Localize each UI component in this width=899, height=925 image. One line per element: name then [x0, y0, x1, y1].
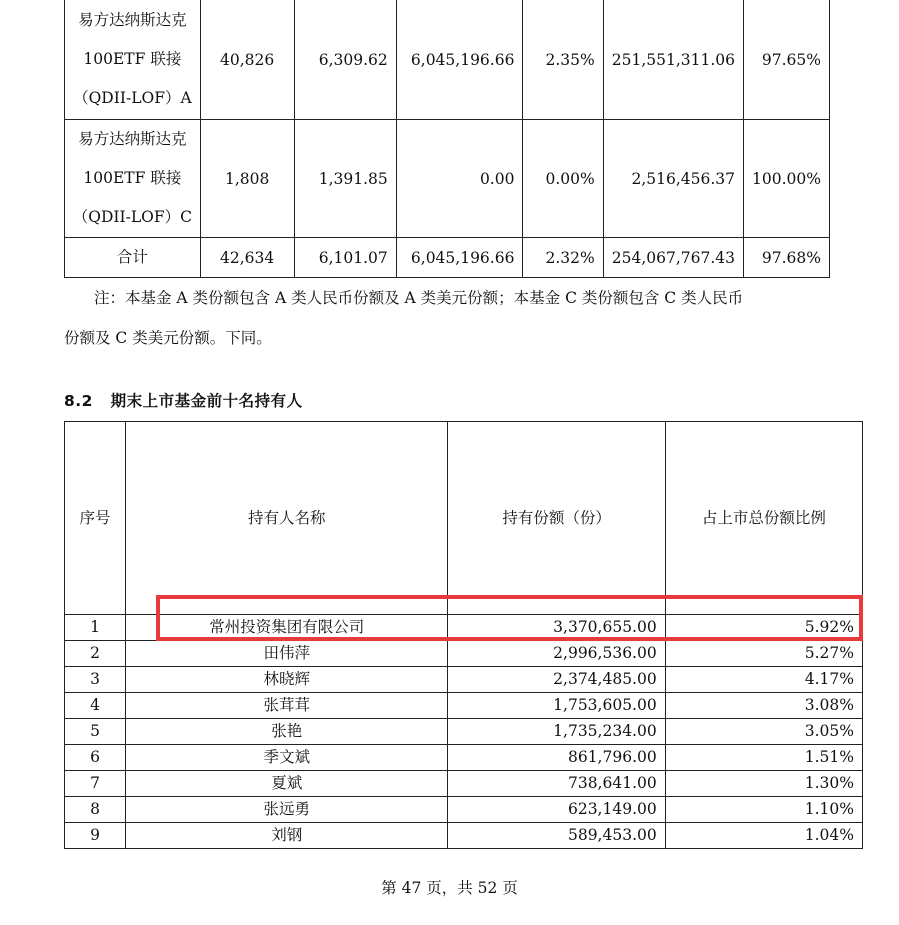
holder-name-cell: 张艳 [126, 719, 448, 745]
shares-cell: 3,370,655.00 [448, 615, 665, 641]
rank-cell: 9 [65, 823, 126, 849]
ratio-cell: 1.04% [665, 823, 862, 849]
section-heading [64, 389, 303, 411]
fund-class-name [65, 120, 201, 238]
ratio-cell: 1.30% [665, 771, 862, 797]
table-row [65, 615, 863, 641]
header-shares: 持有份额（份） [448, 422, 665, 615]
institution-ratio: 2.32% [523, 238, 603, 278]
shares-cell: 738,641.00 [448, 771, 665, 797]
holder-name-cell: 田伟萍 [126, 641, 448, 667]
name-line: （QDII-LOF）A [73, 89, 192, 107]
individual-shares: 2,516,456.37 [603, 120, 743, 238]
rank-cell: 7 [65, 771, 126, 797]
table-row [65, 0, 830, 120]
holder-name-cell: 季文斌 [126, 745, 448, 771]
total-label: 合计 [65, 238, 201, 278]
fund-class-name [65, 0, 201, 120]
table-row [65, 120, 830, 238]
name-line: 100ETF 联接 [83, 169, 182, 187]
total-row [65, 238, 830, 278]
holder-name-cell: 夏斌 [126, 771, 448, 797]
rank-cell: 5 [65, 719, 126, 745]
shares-cell: 2,374,485.00 [448, 667, 665, 693]
rank-cell: 2 [65, 641, 126, 667]
table-row [65, 797, 863, 823]
table-row [65, 771, 863, 797]
institution-ratio: 0.00% [523, 120, 603, 238]
rank-cell: 1 [65, 615, 126, 641]
holder-name-cell: 常州投资集团有限公司 [126, 615, 448, 641]
ratio-cell: 5.92% [665, 615, 862, 641]
section-title: 期末上市基金前十名持有人 [110, 392, 303, 410]
holder-count: 1,808 [200, 120, 294, 238]
individual-ratio: 100.00% [744, 120, 830, 238]
top-holders-table [64, 421, 863, 849]
holder-name-cell: 林晓辉 [126, 667, 448, 693]
ratio-cell: 3.08% [665, 693, 862, 719]
institution-shares: 6,045,196.66 [396, 238, 523, 278]
institution-shares: 6,045,196.66 [396, 0, 523, 120]
table-row [65, 745, 863, 771]
rank-cell: 3 [65, 667, 126, 693]
ratio-cell: 3.05% [665, 719, 862, 745]
table-header-row [65, 422, 863, 615]
individual-shares: 251,551,311.06 [603, 0, 743, 120]
holder-name-cell: 张远勇 [126, 797, 448, 823]
holder-count: 42,634 [200, 238, 294, 278]
section-number: 8.2 [64, 392, 93, 410]
ratio-cell: 1.51% [665, 745, 862, 771]
share-structure-table [64, 0, 830, 278]
page-footer: 第 47 页，共 52 页 [381, 879, 518, 897]
table-row [65, 693, 863, 719]
table-row [65, 719, 863, 745]
institution-ratio: 2.35% [523, 0, 603, 120]
holder-name-cell: 刘钢 [126, 823, 448, 849]
rank-cell: 8 [65, 797, 126, 823]
note-line: 注：本基金 A 类份额包含 A 类人民币份额及 A 类美元份额；本基金 C 类份额包含 C 类人民币 [94, 289, 744, 307]
ratio-cell: 4.17% [665, 667, 862, 693]
shares-cell: 1,753,605.00 [448, 693, 665, 719]
shares-cell: 861,796.00 [448, 745, 665, 771]
ratio-cell: 5.27% [665, 641, 862, 667]
avg-shares: 1,391.85 [294, 120, 396, 238]
table-note [64, 278, 834, 358]
individual-ratio: 97.68% [744, 238, 830, 278]
holder-count: 40,826 [200, 0, 294, 120]
table-row [65, 641, 863, 667]
table-row [65, 667, 863, 693]
name-line: 100ETF 联接 [83, 50, 182, 68]
shares-cell: 1,735,234.00 [448, 719, 665, 745]
avg-shares: 6,101.07 [294, 238, 396, 278]
rank-cell: 6 [65, 745, 126, 771]
name-line: （QDII-LOF）C [72, 208, 192, 226]
name-line: 易方达纳斯达克 [78, 11, 187, 29]
note-line: 份额及 C 类美元份额。下同。 [64, 329, 272, 347]
header-rank: 序号 [65, 422, 126, 615]
holder-name-cell: 张茸茸 [126, 693, 448, 719]
name-line: 易方达纳斯达克 [78, 130, 187, 148]
rank-cell: 4 [65, 693, 126, 719]
header-ratio: 占上市总份额比例 [665, 422, 862, 615]
shares-cell: 623,149.00 [448, 797, 665, 823]
table-row [65, 823, 863, 849]
avg-shares: 6,309.62 [294, 0, 396, 120]
individual-ratio: 97.65% [744, 0, 830, 120]
individual-shares: 254,067,767.43 [603, 238, 743, 278]
ratio-cell: 1.10% [665, 797, 862, 823]
shares-cell: 2,996,536.00 [448, 641, 665, 667]
header-holder-name: 持有人名称 [126, 422, 448, 615]
shares-cell: 589,453.00 [448, 823, 665, 849]
institution-shares: 0.00 [396, 120, 523, 238]
